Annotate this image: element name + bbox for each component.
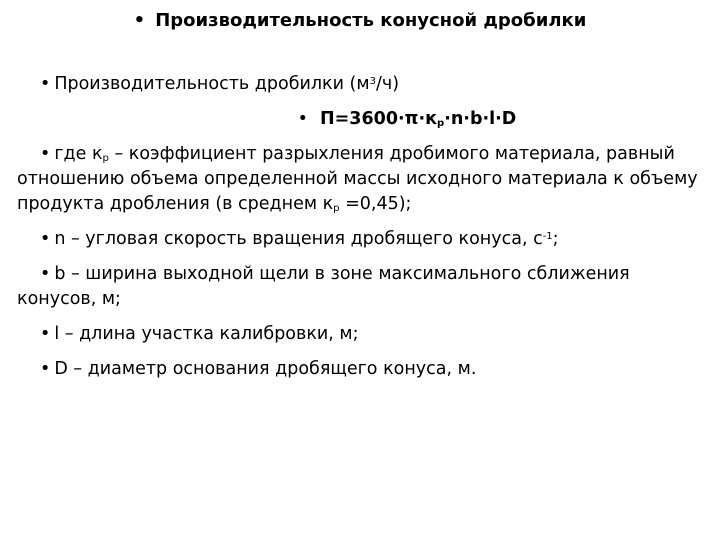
bullet: •	[40, 74, 51, 94]
l-text: l – длина участка калибровки, м;	[54, 324, 359, 344]
n-text: n – угловая скорость вращения дробящего конуса, с	[54, 229, 543, 249]
formula-pre: П=3600·π·к	[320, 109, 438, 129]
capacity-end: /ч)	[375, 74, 400, 94]
bullet: •	[40, 324, 51, 344]
kp-sub: р	[102, 153, 109, 164]
d-definition	[17, 357, 707, 382]
kp-sub2: р	[333, 203, 340, 214]
formula-post: ·n·b·l·D	[444, 109, 517, 129]
b-definition	[17, 262, 707, 312]
bullet: •	[40, 264, 51, 284]
kp-definition	[17, 142, 707, 217]
capacity-line	[17, 72, 707, 97]
kp-pre: где к	[54, 144, 103, 164]
b-text: b – ширина выходной щели в зоне максимального сближения конусов, м;	[17, 264, 630, 309]
bullet: •	[40, 229, 51, 249]
kp-end: =0,45);	[339, 194, 412, 214]
title-text: Производительность конусной дробилки	[155, 10, 587, 31]
capacity-sup: 3	[369, 76, 376, 87]
n-end: ;	[552, 229, 559, 249]
n-sup: -1	[542, 231, 553, 242]
l-definition	[17, 322, 707, 347]
slide-body	[17, 72, 707, 382]
formula-line	[17, 107, 707, 132]
title-bullet: •	[133, 10, 146, 31]
d-text: D – диаметр основания дробящего конуса, м.	[54, 359, 477, 379]
bullet: •	[40, 144, 51, 164]
kp-text: – коэффициент разрыхления дробимого материала, равный отношению объема определенной массы исходного материала к объему продукта дробления (в среднем к	[17, 144, 698, 214]
n-definition	[17, 227, 707, 252]
slide-title	[0, 10, 720, 32]
formula-sub: р	[437, 118, 445, 129]
capacity-label: Производительность дробилки (м	[54, 74, 370, 94]
bullet: •	[297, 109, 308, 129]
bullet: •	[40, 359, 51, 379]
